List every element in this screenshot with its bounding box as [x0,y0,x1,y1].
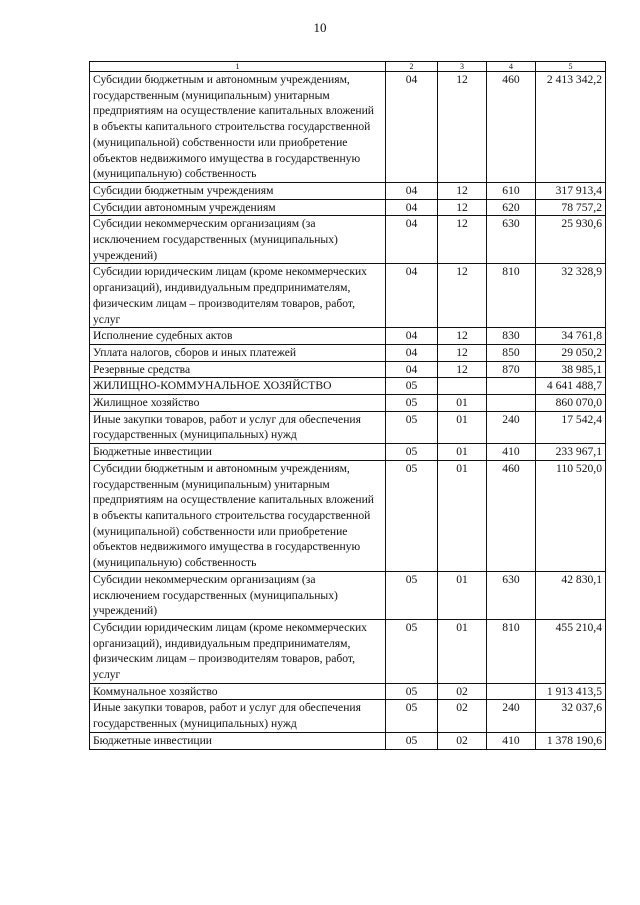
subsection-code: 12 [438,199,487,216]
row-name: Резервные средства [90,361,386,378]
subsection-code: 01 [438,460,487,571]
subsection-code: 02 [438,732,487,749]
amount: 4 641 488,7 [536,378,606,395]
amount: 455 210,4 [536,619,606,683]
amount: 317 913,4 [536,182,606,199]
subsection-code: 12 [438,264,487,328]
expense-type-code: 410 [487,444,536,461]
section-code: 05 [386,732,438,749]
row-name: Бюджетные инвестиции [90,444,386,461]
expense-type-code: 830 [487,328,536,345]
section-code: 05 [386,460,438,571]
section-code: 05 [386,700,438,732]
amount: 1 913 413,5 [536,683,606,700]
table-row [90,411,606,443]
amount: 110 520,0 [536,460,606,571]
expense-type-code: 460 [487,72,536,183]
expense-type-code: 630 [487,216,536,264]
row-name: Жилищное хозяйство [90,395,386,412]
expense-type-code: 240 [487,411,536,443]
expense-type-code: 870 [487,361,536,378]
section-code: 05 [386,395,438,412]
subsection-code: 01 [438,571,487,619]
subsection-code: 02 [438,700,487,732]
subsection-code: 01 [438,395,487,412]
expense-type-code: 610 [487,182,536,199]
expense-type-code: 410 [487,732,536,749]
expense-type-code [487,395,536,412]
header-col-2: 2 [386,62,438,72]
amount: 34 761,8 [536,328,606,345]
section-code: 05 [386,378,438,395]
subsection-code: 12 [438,182,487,199]
amount: 32 328,9 [536,264,606,328]
amount: 32 037,6 [536,700,606,732]
row-name: Исполнение судебных актов [90,328,386,345]
section-code: 04 [386,264,438,328]
section-code: 04 [386,344,438,361]
row-name: Субсидии бюджетным и автономным учреждениям, государственным (муниципальным) унитарным предприятиям на осуществление капитальных вложений в объекты капитального строительства государственной (муниципальной) собственности или приобретение объектов недвижимого имущества в государственную (муниципальную) собственность [90,460,386,571]
section-code: 04 [386,199,438,216]
table-row [90,444,606,461]
row-name: Иные закупки товаров, работ и услуг для обеспечения государственных (муниципальных) нужд [90,700,386,732]
expense-type-code: 850 [487,344,536,361]
row-name: Субсидии некоммерческим организациям (за исключением государственных (муниципальных) учреждений) [90,216,386,264]
table-row [90,199,606,216]
section-code: 04 [386,328,438,345]
row-name: Коммунальное хозяйство [90,683,386,700]
amount: 25 930,6 [536,216,606,264]
header-col-1: 1 [90,62,386,72]
expense-type-code: 460 [487,460,536,571]
subsection-code: 12 [438,328,487,345]
row-name: Субсидии юридическим лицам (кроме некоммерческих организаций), индивидуальным предпринимателям, физическим лицам – производителям товаров, работ, услуг [90,619,386,683]
section-code: 05 [386,411,438,443]
amount: 17 542,4 [536,411,606,443]
header-col-5: 5 [536,62,606,72]
header-col-3: 3 [438,62,487,72]
table-row [90,700,606,732]
section-code: 05 [386,683,438,700]
table-row [90,264,606,328]
table-row [90,460,606,571]
amount: 78 757,2 [536,199,606,216]
subsection-code: 01 [438,411,487,443]
row-name: Субсидии бюджетным и автономным учреждениям, государственным (муниципальным) унитарным предприятиям на осуществление капитальных вложений в объекты капитального строительства государственной (муниципальной) собственности или приобретение объектов недвижимого имущества в государственную (муниципальную) собственность [90,72,386,183]
subsection-code: 12 [438,216,487,264]
section-code: 04 [386,182,438,199]
table-row [90,683,606,700]
row-name: Субсидии некоммерческим организациям (за исключением государственных (муниципальных) учреждений) [90,571,386,619]
table-row [90,378,606,395]
amount: 233 967,1 [536,444,606,461]
table-row [90,571,606,619]
subsection-code: 01 [438,444,487,461]
expense-type-code [487,683,536,700]
table-row [90,344,606,361]
row-name: Иные закупки товаров, работ и услуг для обеспечения государственных (муниципальных) нужд [90,411,386,443]
row-name: Субсидии бюджетным учреждениям [90,182,386,199]
header-col-4: 4 [487,62,536,72]
amount: 29 050,2 [536,344,606,361]
header-row [90,62,606,72]
subsection-code: 02 [438,683,487,700]
row-name: Уплата налогов, сборов и иных платежей [90,344,386,361]
section-code: 04 [386,72,438,183]
table-row [90,72,606,183]
expense-type-code [487,378,536,395]
amount: 1 378 190,6 [536,732,606,749]
budget-table [89,61,606,750]
subsection-code: 12 [438,361,487,378]
table-row [90,361,606,378]
expense-type-code: 240 [487,700,536,732]
amount: 2 413 342,2 [536,72,606,183]
subsection-code: 01 [438,619,487,683]
expense-type-code: 810 [487,264,536,328]
expense-type-code: 620 [487,199,536,216]
section-code: 04 [386,216,438,264]
expense-type-code: 630 [487,571,536,619]
subsection-code: 12 [438,72,487,183]
row-name: ЖИЛИЩНО-КОММУНАЛЬНОЕ ХОЗЯЙСТВО [90,378,386,395]
subsection-code: 12 [438,344,487,361]
subsection-code [438,378,487,395]
row-name: Субсидии автономным учреждениям [90,199,386,216]
table-row [90,732,606,749]
table-row [90,216,606,264]
table-body [90,72,606,750]
section-code: 05 [386,571,438,619]
amount: 42 830,1 [536,571,606,619]
table-row [90,182,606,199]
section-code: 05 [386,619,438,683]
table-row [90,328,606,345]
table-row [90,619,606,683]
section-code: 05 [386,444,438,461]
amount: 38 985,1 [536,361,606,378]
amount: 860 070,0 [536,395,606,412]
table-row [90,395,606,412]
row-name: Субсидии юридическим лицам (кроме некоммерческих организаций), индивидуальным предпринимателям, физическим лицам – производителям товаров, работ, услуг [90,264,386,328]
row-name: Бюджетные инвестиции [90,732,386,749]
section-code: 04 [386,361,438,378]
table-header [90,62,606,72]
page-number: 10 [313,20,327,35]
expense-type-code: 810 [487,619,536,683]
